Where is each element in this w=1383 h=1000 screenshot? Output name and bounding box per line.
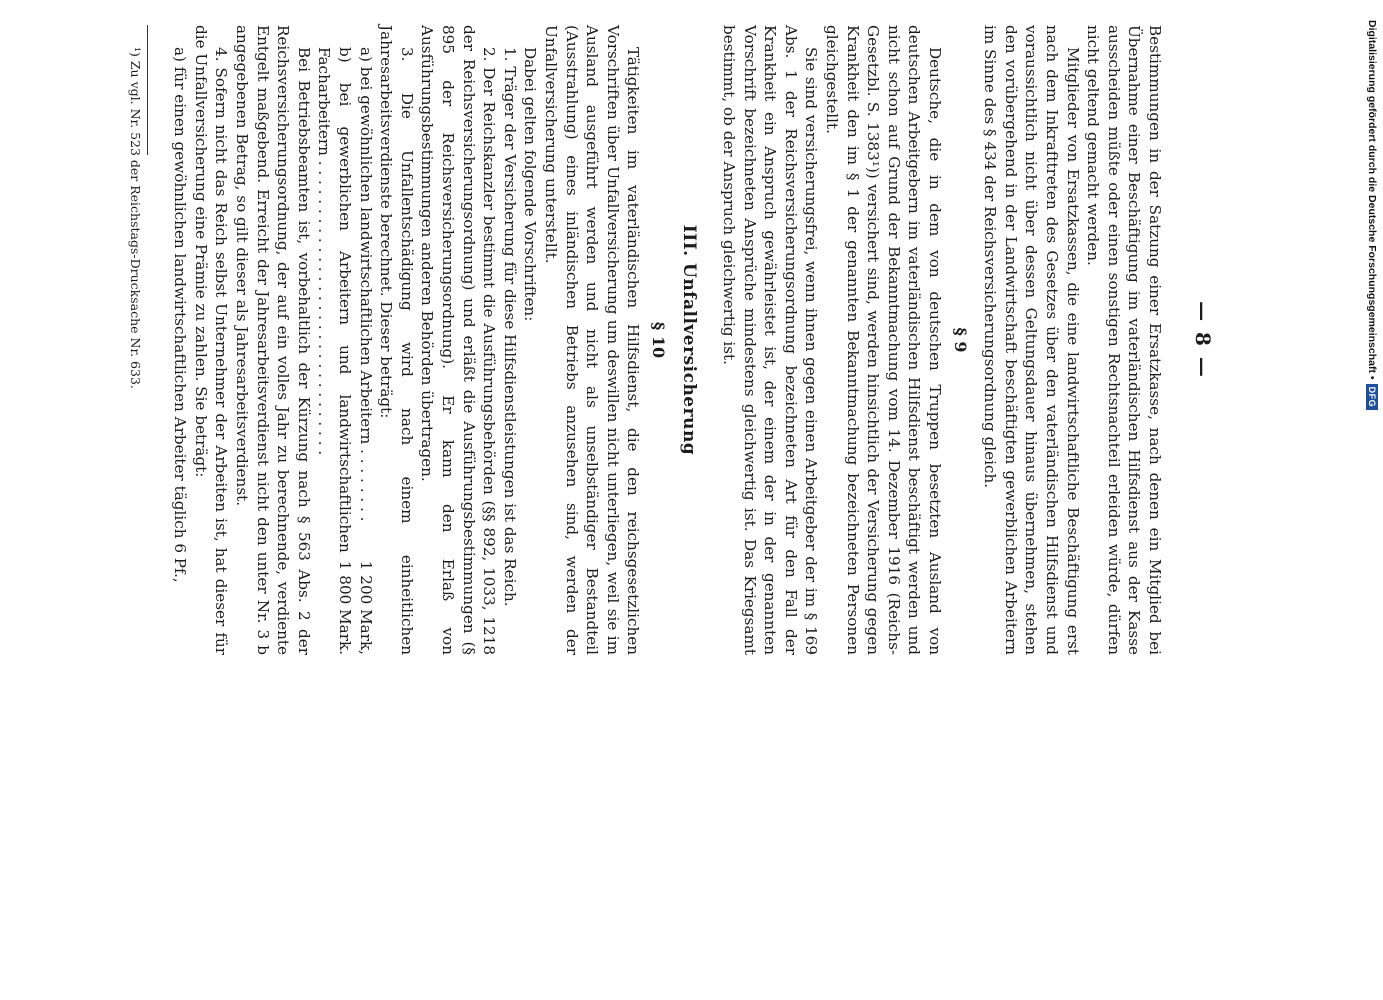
list-item-4a-label: a) für einen gewöhnlichen landwirtschaftlichen Arbeiter täglich 6 Pf., — [171, 47, 190, 583]
paragraph-mitglieder: Mitglieder von Ersatzkassen, die eine landwirtschaftliche Beschäftigung erst nach dem Inkrafttreten des Gesetzes über den vaterländischen Hilfsdienst und voraussichtlich nicht über dessen Geltungsdauer hinaus übernehmen, stehen den vorübergehend in der Landwirtschaft beschäftigten gewerblichen Arbeitern im Sinne des § 434 der Reichsversicherungsordnung gleich. — [981, 25, 1082, 655]
footnote: ¹) Zu vgl. Nr. 523 der Reichstags-Drucksache Nr. 633. — [127, 47, 143, 389]
list-item-4a — [170, 25, 191, 655]
section-10-paragraph-1: Tätigkeiten im vaterländischen Hilfsdienst, die den reichsgesetzlichen Vorschriften über Unfallversicherung um deswillen nicht unterliegen, weil sie im Ausland ausgeführt werden und nicht als unselbständiger Bestandteil (Ausstrahlung) eines inländischen Betriebs anzusehen sind, werden der Unfallversicherung unterstellt. — [541, 25, 643, 655]
list-item-3b-amount: 1 800 Mark. — [336, 560, 355, 655]
section-9-paragraph-1: Deutsche, die in dem von deutschen Truppen besetzten Ausland von deutschen Arbeitgebern im vaterländischen Hilfsdienst beschäftigt werden und nicht schon auf Grund der Bekanntmachung vom 14. Dezember 1916 (Reichs-Gesetzbl. S. 1383¹)) versichert sind, werden hinsichtlich der Versicherung gegen Krankheit den im § 1 der genannten Bekanntmachung bezeichneten Personen gleichgestellt. — [823, 25, 945, 655]
section-10-paragraph-3: Bei Betriebsbeamten ist, vorbehaltlich der Kürzung nach § 563 Abs. 2 der Reichsversicherungsordnung, der auf ein volles Jahr zu berechnende, verdiente Entgelt maßgebend. Erreicht der Jahresarbeitsverdienst nicht den unter Nr. 3 b angegebenen Betrag, so gilt dieser als Jahresarbeitsverdienst. — [233, 25, 313, 655]
section-9-paragraph-2: Sie sind versicherungsfrei, wenn ihnen gegen einen Arbeitgeber der im § 169 Abs. 1 der Reichsversicherungsordnung bezeichneten Art für den Fall der Krankheit ein Anspruch gewährleistet ist, der einem der in der genannten Vorschrift bezeichneten Ansprüche mindestens gleichwertig ist. Das Kriegsamt bestimmt, ob der Anspruch gleichwertig ist. — [720, 25, 821, 655]
list-item-3: 3. Die Unfallentschädigung wird nach einem einheitlichen Jahresarbeitsverdienste berechnet. Dieser beträgt: — [377, 25, 416, 655]
section-9-heading: § 9 — [950, 327, 970, 353]
footnote-divider — [147, 25, 148, 155]
part-3-title: III. Unfallversicherung — [678, 224, 699, 456]
list-item-1: 1. Träger der Versicherung für diese Hilfsdienstleistungen ist das Reich. — [500, 47, 519, 607]
scanned-page — [55, 25, 1215, 925]
section-10-paragraph-2: Dabei gelten folgende Vorschriften: — [521, 47, 540, 322]
list-item-3b-label: b) bei gewerblichen Arbeitern und landwirtschaftlichen Facharbeitern . . . . . . . . . . . . . . . . . . . . . . . . . . . . . . . — [315, 47, 355, 553]
paragraph-ersatzkasse: Bestimmungen in der Satzung einer Ersatzkasse, nach denen ein Mitglied bei Übernahme einer Beschäftigung im vaterländischen Hilfsdienst aus der Kasse ausscheiden müßte oder einen sonstigen Rechtsnachteil erleiden würde, dürfen nicht geltend gemacht werden. — [1084, 25, 1164, 655]
page-body — [127, 25, 1165, 655]
list-item-3a — [355, 25, 376, 655]
digitization-credit — [1366, 20, 1378, 410]
digitization-credit-text: Digitalisierung gefördert durch die Deutsche Forschungsgemeinschaft • — [1366, 20, 1378, 380]
list-item-4: 4. Sofern nicht das Reich selbst Unternehmer der Arbeiten ist, hat dieser für die Unfallversicherung eine Prämie zu zahlen. Sie beträgt: — [191, 25, 231, 655]
list-item-3b — [314, 25, 355, 655]
list-item-2: 2. Der Reichskanzler bestimmt die Ausführungsbehörden (§§ 892, 1033, 1218 der Reichsversicherungsordnung) und erläßt die Ausführungsbestimmungen (§ 895 der Reichsversicherungsordnung). Er kann den Erlaß von Ausführungsbestimmungen anderen Behörden übertragen. — [418, 25, 499, 655]
list-item-3a-label: a) bei gewöhnlichen landwirtschaftlichen Arbeitern . . . . . . . . — [356, 47, 375, 522]
section-10-heading: § 10 — [648, 321, 668, 359]
list-item-3a-amount: 1 200 Mark, — [356, 560, 375, 655]
dfg-logo: DFG — [1366, 384, 1378, 411]
page-number: — 8 — — [1191, 301, 1215, 379]
